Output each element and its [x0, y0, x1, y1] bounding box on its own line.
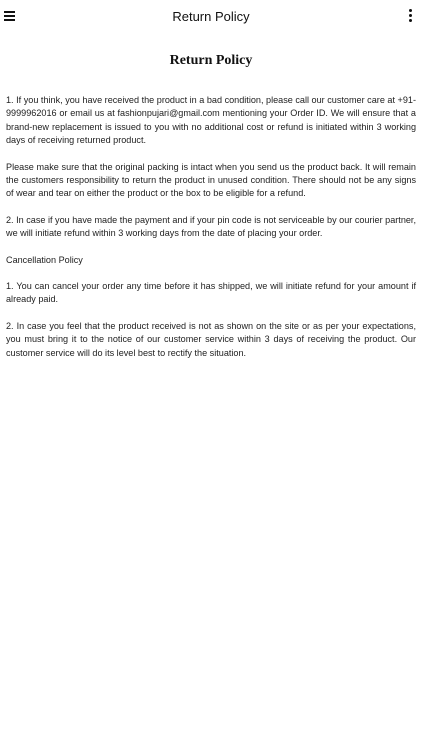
cancellation-heading: Cancellation Policy	[6, 254, 83, 265]
policy-paragraph: 2. In case if you have made the payment and if your pin code is not serviceable by our courier partner, we will initiate refund within 3 working days from the date of placing your order.	[6, 214, 416, 239]
policy-paragraph: 1. If you think, you have received the product in a bad condition, please call our customer care at +91-9999962016 or email us at fashionpujari@gmail.com mentioning your Order ID. We will ensure that a brand-new replacement is issued to you with no additional cost or refund is initiated within 3 working days of receiving returned product.	[6, 95, 416, 146]
more-vertical-icon[interactable]	[404, 8, 418, 24]
policy-paragraph: 1. You can cancel your order any time before it has shipped, we will initiate refund for your amount if already paid.	[6, 281, 416, 305]
policy-paragraph: Please make sure that the original packing is intact when you send us the product back. It will remain the customers responsibility to return the product in unused condition. There should not be any signs of wear and tear on either the product or the box to be eligible for a refund.	[6, 161, 416, 199]
page-heading: Return Policy	[169, 53, 253, 68]
more-icon-dot	[409, 14, 412, 17]
policy-paragraph: 2. In case you feel that the product received is not as shown on the site or as per your expectations, you must bring it to the notice of our customer service within 3 days of receiving the product. Our customer service will do its level best to rectify the situation.	[6, 320, 416, 358]
app-bar-title: Return Policy	[172, 9, 250, 24]
more-icon-dot	[409, 19, 412, 22]
more-icon-dot	[409, 9, 412, 12]
policy-content	[6, 52, 416, 373]
app-bar	[0, 0, 422, 34]
